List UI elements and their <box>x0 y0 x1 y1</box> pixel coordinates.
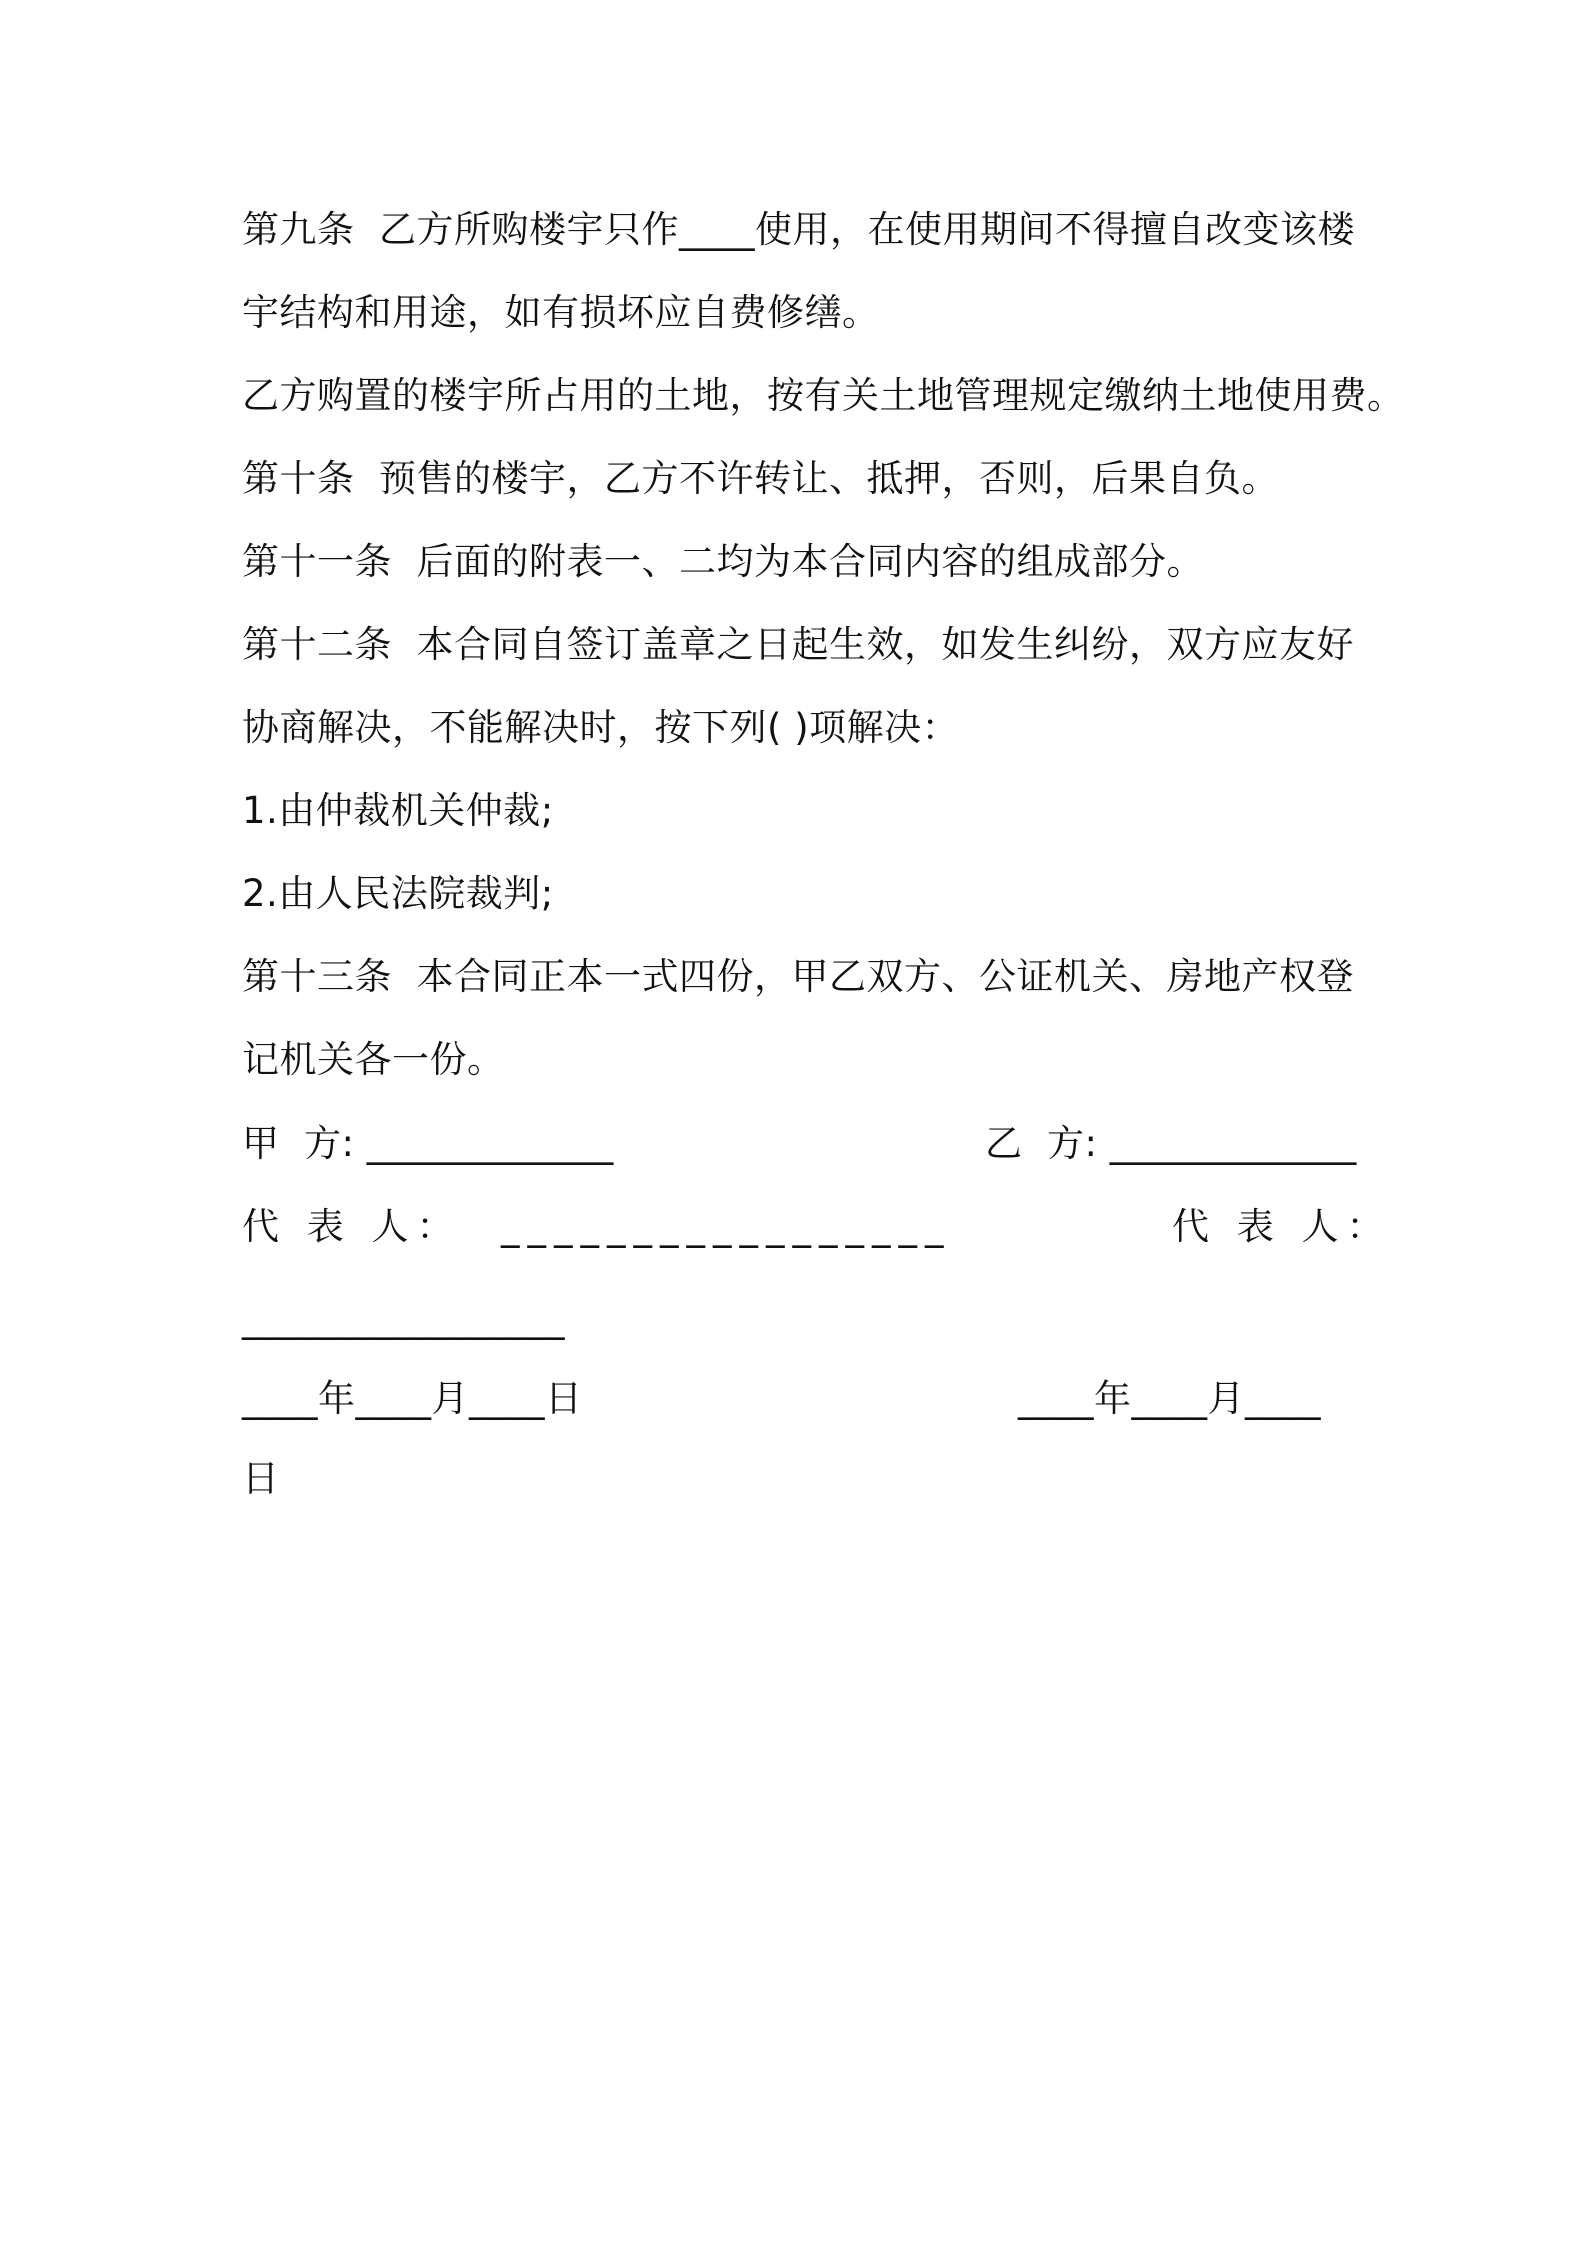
article-12-line-2: 协商解决，不能解决时，按下列( )项解决： <box>242 706 960 749</box>
article-9-line-1: 第九条 乙方所购楼宇只作____使用，在使用期间不得擅自改变该楼 <box>242 208 1356 251</box>
land-fee-paragraph: 乙方购置的楼宇所占用的土地，按有关土地管理规定缴纳土地使用费。 <box>242 374 1405 417</box>
date-b: ____年____月____ <box>1018 1377 1321 1420</box>
party-b-label: 乙 方: _____________ <box>985 1122 1357 1165</box>
article-13-line-2: 记机关各一份。 <box>242 1038 505 1081</box>
resolution-option-2: 2.由人民法院裁判; <box>242 872 554 915</box>
representative-a-label: 代 表 人： _________________ <box>242 1205 952 1248</box>
article-11: 第十一条 后面的附表一、二均为本合同内容的组成部分。 <box>242 540 1205 583</box>
party-a-label: 甲 方: _____________ <box>242 1122 614 1165</box>
article-12-line-1: 第十二条 本合同自签订盖章之日起生效，如发生纠纷，双方应友好 <box>242 623 1355 666</box>
representative-b-label: 代 表 人： <box>1172 1205 1392 1248</box>
article-13-line-1: 第十三条 本合同正本一式四份，甲乙双方、公证机关、房地产权登 <box>242 955 1355 998</box>
representative-b-blank: _________________ <box>242 1297 565 1340</box>
date-b-day: 日 <box>242 1457 280 1500</box>
date-a: ____年____月____日 <box>242 1377 583 1420</box>
article-10: 第十条 预售的楼宇，乙方不许转让、抵押，否则，后果自负。 <box>242 457 1280 500</box>
article-9-line-2: 宇结构和用途，如有损坏应自费修缮。 <box>242 291 880 334</box>
resolution-option-1: 1.由仲裁机关仲裁; <box>242 789 554 832</box>
